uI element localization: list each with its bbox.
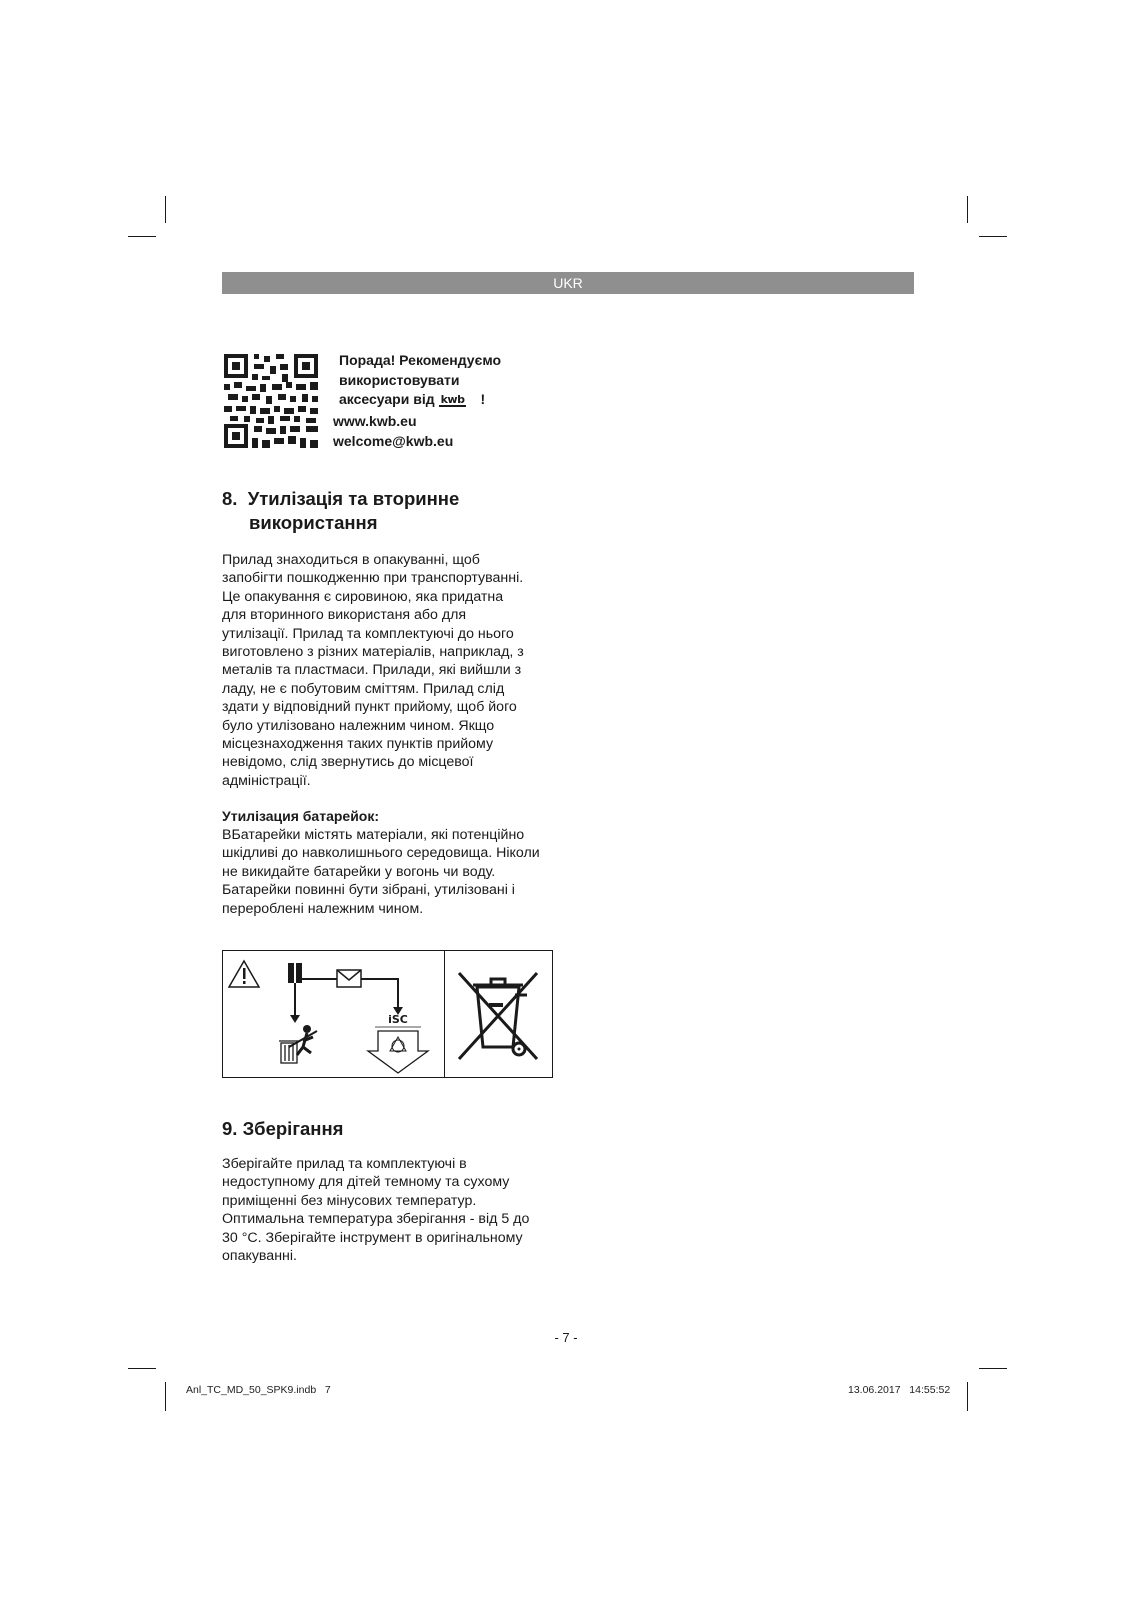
paragraph-line: невідомо, слід звернутись до місцевої [222,754,474,771]
page-number: - 7 - [554,1330,578,1345]
paragraph-line: не викидайте батарейки у вогонь чи воду. [222,863,496,880]
paragraph-line: ВБатарейки містять матеріали, які потенційно [222,827,525,843]
paragraph-line: опакуванні. [222,1248,297,1265]
paragraph-line: для вторинного використаня або для [222,607,467,624]
isc-logo: iSC [388,1013,408,1026]
paragraph-line: Оптимальна температура зберігання - від 5 до [222,1211,530,1228]
paragraph-line: Зберігайте прилад та комплектуючі в [222,1156,467,1172]
battery-disposal-icons [223,951,444,1077]
paragraph-line: Це опакування є сировиною, яка придатна [222,588,504,605]
crop-mark [979,236,1007,237]
paragraph-line: недоступному для дітей темному та сухому [222,1174,510,1191]
language-header-bar [222,272,914,294]
language-label: UKR [553,275,583,291]
tip-line: аксесуари від kwb ! [339,391,486,407]
paragraph-line: ладу, не є побутовим сміттям. Прилад слід [222,680,505,697]
crop-mark [128,1368,156,1369]
crop-mark [128,236,156,237]
weee-crossed-bin-icon [445,951,553,1077]
crop-mark [967,196,968,223]
kwb-logo: kwb [440,393,465,406]
website-link[interactable]: www.kwb.eu [333,413,417,429]
crop-mark [165,196,166,223]
paragraph-line: Батарейки повинні бути зібрані, утилізовані і [222,882,515,899]
crop-mark [165,1382,166,1411]
footer-filename: Anl_TC_MD_50_SPK9.indb 7 [186,1384,331,1396]
paragraph-line: 30 °С. Зберігайте інструмент в оригінальному [222,1229,523,1246]
email-link[interactable]: welcome@kwb.eu [333,432,454,449]
contact-block [333,412,453,451]
paragraph-line: запобігти пошкодженню при транспортуванні. [222,570,524,587]
tip-line: використовувати [339,371,460,388]
tip-block [339,351,501,410]
tip-line: Порада! Рекомендуємо [339,352,502,368]
section-9-heading: 9. Зберігання [222,1118,344,1139]
paragraph-line: металів та пластмаси. Прилади, які вийшли з [222,662,522,679]
paragraph-line: приміщенні без мінусових температур. [222,1192,477,1209]
paragraph-line: здати у відповідний пункт прийому, щоб його [222,699,517,716]
paragraph-line: утилізації. Прилад та комплектуючі до нього [222,625,514,642]
paragraph-line: виготовлено з різних матеріалів, наприклад, з [222,644,524,661]
paragraph-line: було утилізовано належним чином. Якщо [222,717,495,734]
paragraph-line: адміністрації. [222,772,311,789]
section-8-heading: 8. Утилізація та вторинне використання [222,488,460,533]
section-9-body [222,1155,548,1265]
footer-datetime: 13.06.2017 14:55:52 [848,1384,951,1396]
disposal-diagram [222,950,553,1078]
paragraph-line: Прилад знаходиться в опакуванні, щоб [222,552,480,568]
battery-heading: Утилізация батарейок: [222,808,380,824]
paragraph-line: місцезнаходження таких пунктів прийому [222,736,494,753]
battery-body [222,826,548,918]
trash-bin-crossed-icon [279,1041,299,1063]
crop-mark [979,1368,1007,1369]
paragraph-line: перероблені належним чином. [222,900,424,917]
section-8-body [222,551,548,790]
crop-mark [967,1382,968,1411]
qr-code-icon [224,354,318,448]
paragraph-line: шкідливі до навколишнього середовища. Ніколи [222,845,540,862]
